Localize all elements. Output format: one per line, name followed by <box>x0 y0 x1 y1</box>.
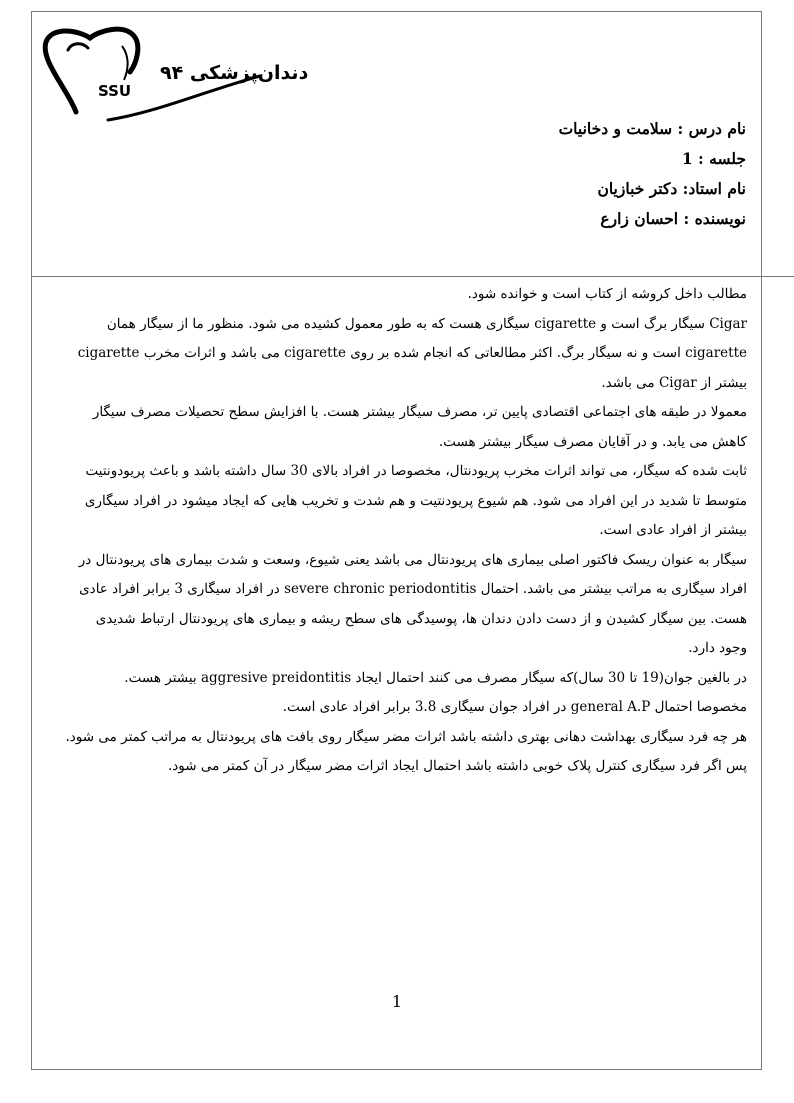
body-line: ثابت شده که سیگار، می تواند اثرات مخرب پریودنتال، مخصوصا در افراد بالای 30 سال داشته باشد و باعث پریودونتیت <box>85 463 747 479</box>
logo-title: دندان‌پزشکی ۹۴ <box>160 62 309 84</box>
lesson-header <box>346 114 746 234</box>
body-line: وجود دارد. <box>688 640 747 656</box>
body-line: کاهش می یابد. و در آقایان مصرف سیگار بیشتر هست. <box>438 433 747 450</box>
course-name: نام درس : سلامت و دخانیات <box>558 119 746 138</box>
page-number: 1 <box>391 992 403 1011</box>
body-line: هر چه فرد سیگاری بهداشت دهانی بهتری داشته باشد اثرات مضر سیگار روی بافت های پریودنتال به مراتب کمتر می شود. <box>65 728 747 745</box>
body-line: افراد سیگاری به مراتب بیشتر می باشد. احتمال severe chronic periodontitis در افراد سیگاری 3 برابر افراد عادی <box>79 581 747 597</box>
divider <box>31 276 794 277</box>
body-line: بیشتر از افراد عادی است. <box>599 522 747 538</box>
body-line: بیشتر از Cigar می باشد. <box>601 374 747 391</box>
body-line: هست. بین سیگار کشیدن و از دست دادن دندان ها، پوسیدگی های سطح ریشه و بیماری های پریودنتال ارتباط شدیدی <box>95 610 747 627</box>
logo-abbr: SSU <box>98 82 132 100</box>
body-line: متوسط تا شدید در این افراد می شود. هم شیوع پریودنتیت و هم شدت و تخریب هایی که ایجاد میشود در افراد سیگاری <box>84 492 747 509</box>
body-text <box>60 280 747 782</box>
logo <box>38 20 309 125</box>
body-line: مطالب داخل کروشه از کتاب است و خوانده شود. <box>467 286 747 302</box>
body-line: cigarette است و نه سیگار برگ. اکثر مطالعاتی که انجام شده بر روی cigarette می باشد و اثرات مخرب cigarette <box>77 345 747 361</box>
body-line: در بالغین جوان(19 تا 30 سال)که سیگار مصرف می کنند احتمال ایجاد aggresive preidontitis بیشتر هست. <box>124 669 747 686</box>
author-name: نویسنده : احسان زارع <box>600 209 746 228</box>
body-line: مخصوصا احتمال general A.P در افراد جوان سیگاری 3.8 برابر افراد عادی است. <box>282 699 747 715</box>
body-line: معمولا در طبقه های اجتماعی اقتصادی پایین تر، مصرف سیگار بیشتر هست. با افزایش سطح تحصیلات مصرف سیگار <box>92 404 747 420</box>
body-line: سیگار به عنوان ریسک فاکتور اصلی بیماری های پریودنتال می باشد یعنی شیوع، وسعت و شدت بیماری های پریودنتال در <box>78 551 747 568</box>
body-line: Cigar سیگار برگ است و cigarette سیگاری هست که به طور معمول کشیده می شود. منظور ما از سیگار همان <box>106 315 747 332</box>
session-number: جلسه : 1 <box>681 149 746 168</box>
body-line: پس اگر فرد سیگاری کنترل پلاک خوبی داشته باشد احتمال ایجاد اثرات مضر سیگار در آن کمتر می شود. <box>167 758 747 774</box>
instructor-name: نام استاد: دکتر خبازیان <box>597 179 746 198</box>
